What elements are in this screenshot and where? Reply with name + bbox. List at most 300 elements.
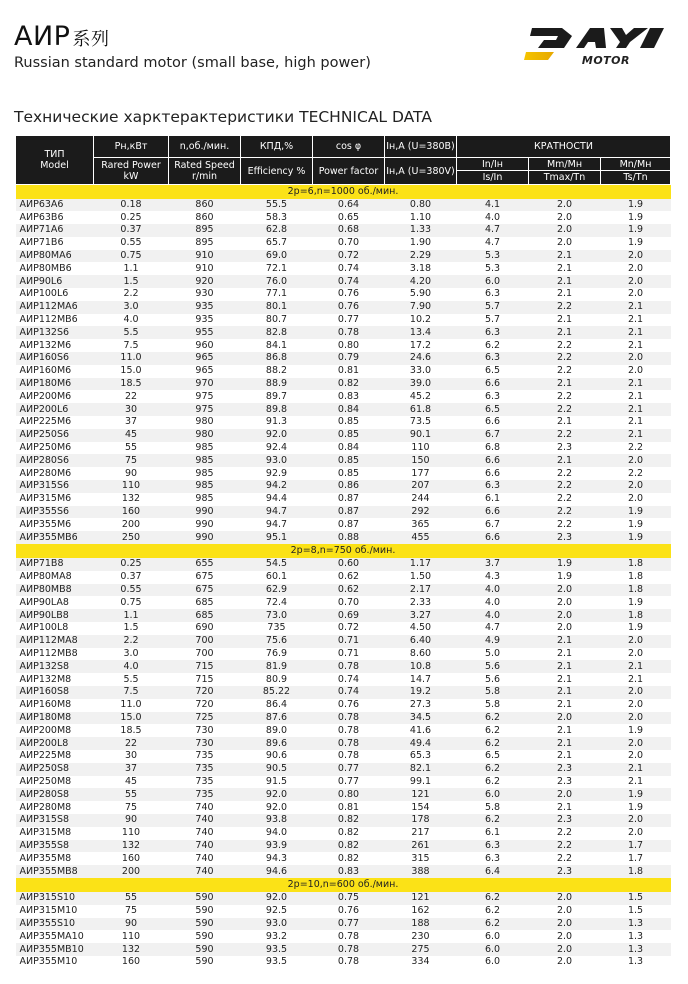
cell-start-current-ratio: 6.0 (457, 943, 529, 956)
cell-speed: 590 (169, 918, 241, 931)
cell-model: АИР355S6 (16, 506, 94, 519)
table-row (16, 584, 671, 597)
cell-efficiency: 94.2 (241, 480, 313, 493)
cell-start-torque-ratio: 2.0 (627, 288, 644, 300)
cell-max-torque-ratio: 2.1 (529, 250, 601, 263)
cell-current: 99.1 (409, 775, 432, 787)
cell-speed: 590 (195, 956, 214, 968)
cell-power-factor: 0.78 (337, 750, 360, 762)
cell-power: 110 (121, 827, 141, 839)
cell-speed: 715 (169, 660, 241, 673)
cell-model: АИР355МВ8 (16, 865, 94, 878)
table-row (16, 648, 671, 661)
cell-model: АИР80МВ8 (16, 584, 94, 597)
cell-power-factor: 0.87 (337, 493, 360, 505)
cell-power-factor: 0.71 (337, 647, 360, 659)
header-speed-en: Rated Speed r/min (169, 158, 241, 185)
cell-start-torque-ratio: 1.9 (601, 788, 671, 801)
cell-max-torque-ratio: 2.2 (556, 493, 573, 505)
cell-start-current-ratio: 6.2 (484, 724, 501, 736)
cell-start-torque-ratio: 1.9 (627, 237, 644, 249)
table-row (16, 673, 671, 686)
cell-efficiency: 62.9 (241, 584, 313, 597)
cell-current: 2.29 (385, 250, 457, 263)
cell-start-current-ratio: 6.3 (457, 480, 529, 493)
cell-power: 15.0 (120, 365, 142, 377)
cell-model: АИР355М8 (19, 852, 72, 864)
header-model-ru: ТИП (44, 149, 65, 160)
cell-power: 37 (124, 416, 138, 428)
cell-max-torque-ratio: 2.2 (556, 365, 573, 377)
table-row (16, 288, 671, 301)
cell-model: АИР355S10 (16, 918, 94, 931)
cell-power-factor: 0.70 (337, 237, 360, 249)
cell-start-torque-ratio: 2.0 (601, 737, 671, 750)
table-row (16, 506, 671, 519)
cell-start-current-ratio: 6.8 (484, 442, 501, 454)
cell-current: 24.6 (385, 352, 457, 365)
cell-start-current-ratio: 4.3 (484, 571, 501, 583)
cell-efficiency: 55.5 (241, 199, 313, 212)
cell-start-torque-ratio: 1.8 (601, 584, 671, 597)
cell-start-torque-ratio: 2.1 (601, 326, 671, 339)
cell-power: 75 (94, 454, 169, 467)
cell-start-torque-ratio: 1.5 (601, 892, 671, 905)
cell-speed: 700 (195, 647, 214, 659)
cell-power-factor: 0.76 (337, 288, 360, 300)
cell-efficiency: 62.8 (241, 224, 313, 237)
cell-power-factor: 0.75 (313, 892, 385, 905)
cell-speed: 980 (195, 416, 214, 428)
cell-current: 121 (385, 788, 457, 801)
cell-power-factor: 0.84 (313, 403, 385, 416)
header-r1-ru: In/Iн (457, 158, 529, 171)
cell-power-factor: 0.76 (337, 699, 360, 711)
cell-power-factor: 0.77 (337, 775, 360, 787)
cell-efficiency: 72.4 (265, 596, 288, 608)
cell-start-torque-ratio: 1.9 (601, 199, 671, 212)
cell-power-factor: 0.78 (337, 930, 360, 942)
cell-efficiency: 81.9 (241, 660, 313, 673)
cell-power-factor: 0.78 (313, 943, 385, 956)
cell-efficiency: 90.6 (265, 750, 288, 762)
cell-current: 1.17 (385, 558, 457, 571)
cell-speed: 730 (169, 737, 241, 750)
cell-max-torque-ratio: 2.1 (556, 647, 573, 659)
cell-efficiency: 88.9 (241, 378, 313, 391)
cell-speed: 985 (169, 454, 241, 467)
cell-start-current-ratio: 5.6 (457, 660, 529, 673)
table-row (16, 467, 671, 480)
cell-current: 4.50 (409, 622, 432, 634)
cell-current: 13.4 (385, 326, 457, 339)
cell-power: 7.5 (94, 686, 169, 699)
cell-start-torque-ratio: 2.1 (601, 429, 671, 442)
cell-speed: 590 (169, 892, 241, 905)
cell-power-factor: 0.74 (337, 673, 360, 685)
header-r2-en: Tmax/Tn (529, 171, 601, 185)
cell-max-torque-ratio: 2.2 (556, 852, 573, 864)
cell-start-torque-ratio: 2.0 (601, 250, 671, 263)
table-row (16, 930, 671, 943)
cell-max-torque-ratio: 2.2 (529, 301, 601, 314)
table-row (16, 429, 671, 442)
cell-model: АИР280М6 (19, 467, 72, 479)
cell-model: АИР80МА6 (16, 250, 94, 263)
cell-model: АИР355МА10 (19, 930, 84, 942)
cell-max-torque-ratio: 2.1 (529, 686, 601, 699)
cell-max-torque-ratio: 2.0 (529, 584, 601, 597)
cell-current: 34.5 (385, 712, 457, 725)
table-row (16, 301, 671, 314)
cell-model: АИР71В6 (19, 237, 64, 249)
cell-model: АИР200L6 (16, 403, 94, 416)
cell-model: АИР315S6 (16, 480, 94, 493)
cell-start-torque-ratio: 1.9 (627, 801, 644, 813)
cell-current: 261 (385, 840, 457, 853)
cell-max-torque-ratio: 2.0 (529, 918, 601, 931)
cell-speed: 990 (195, 518, 214, 530)
section-title: Технические харктерактеристики TECHNICAL DATA (14, 108, 432, 126)
cell-speed: 985 (195, 442, 214, 454)
cell-power: 30 (124, 750, 138, 762)
cell-current: 8.60 (409, 647, 432, 659)
cell-max-torque-ratio: 2.0 (556, 905, 573, 917)
cell-efficiency: 80.1 (241, 301, 313, 314)
cell-start-torque-ratio: 1.9 (601, 506, 671, 519)
cell-power: 90 (94, 814, 169, 827)
cell-speed: 700 (169, 635, 241, 648)
cell-speed: 715 (195, 673, 214, 685)
cell-current: 41.6 (409, 724, 432, 736)
cell-power-factor: 0.88 (313, 531, 385, 544)
cell-max-torque-ratio: 2.2 (556, 390, 573, 402)
cell-current: 6.40 (385, 635, 457, 648)
header-speed-ru: n,об./мин. (169, 136, 241, 158)
cell-model: АИР112МВ8 (19, 647, 78, 659)
header-r3-ru: Mn/Mн (601, 158, 671, 171)
cell-start-current-ratio: 3.7 (457, 558, 529, 571)
cell-max-torque-ratio: 2.2 (556, 518, 573, 530)
header-power-en: Rared Power kW (94, 158, 169, 185)
header-model-en: Model (40, 160, 69, 171)
cell-current: 334 (411, 956, 430, 968)
table-row (16, 211, 671, 224)
cell-speed: 740 (169, 840, 241, 853)
cell-model: АИР100L6 (19, 288, 69, 300)
cell-speed: 590 (195, 930, 214, 942)
table-row (16, 801, 671, 814)
cell-power: 45 (124, 775, 138, 787)
cell-efficiency: 85.22 (241, 686, 313, 699)
cell-speed: 960 (195, 339, 214, 351)
cell-power-factor: 0.79 (313, 352, 385, 365)
cell-power-factor: 0.72 (313, 250, 385, 263)
cell-power: 200 (94, 865, 169, 878)
cell-power-factor: 0.69 (313, 609, 385, 622)
cell-start-current-ratio: 5.3 (457, 250, 529, 263)
cell-model: АИР80МА8 (19, 571, 72, 583)
cell-speed: 735 (195, 750, 214, 762)
cell-max-torque-ratio: 2.3 (556, 442, 573, 454)
table-row (16, 635, 671, 648)
cell-efficiency: 92.0 (265, 801, 288, 813)
cell-start-torque-ratio: 2.1 (627, 673, 644, 685)
cell-start-current-ratio: 6.2 (457, 918, 529, 931)
cell-model: АИР225М8 (19, 750, 72, 762)
cell-model: АИР315S10 (16, 892, 94, 905)
cell-max-torque-ratio: 2.2 (529, 480, 601, 493)
cell-speed: 860 (195, 211, 214, 223)
cell-max-torque-ratio: 2.2 (556, 339, 573, 351)
cell-current: 19.2 (385, 686, 457, 699)
cell-start-current-ratio: 6.5 (484, 750, 501, 762)
cell-power-factor: 0.60 (313, 558, 385, 571)
cell-speed: 985 (195, 467, 214, 479)
cell-start-torque-ratio: 1.9 (627, 211, 644, 223)
cell-start-torque-ratio: 2.0 (601, 635, 671, 648)
cell-start-current-ratio: 6.2 (457, 892, 529, 905)
cell-power-factor: 0.85 (337, 416, 360, 428)
cell-max-torque-ratio: 2.2 (556, 827, 573, 839)
cell-power-factor: 0.80 (337, 339, 360, 351)
header-power-ru: Рн,кВт (94, 136, 169, 158)
cell-start-current-ratio: 5.7 (457, 301, 529, 314)
table-row (16, 378, 671, 391)
cell-start-current-ratio: 4.1 (457, 199, 529, 212)
cell-efficiency: 89.8 (241, 403, 313, 416)
cell-power-factor: 0.82 (313, 814, 385, 827)
cell-model: АИР355S8 (16, 840, 94, 853)
cell-power: 1.1 (123, 262, 139, 274)
cell-power: 0.55 (120, 237, 142, 249)
pole-group-label: 2p=6,n=1000 об./мин. (16, 185, 671, 199)
cell-speed: 655 (169, 558, 241, 571)
cell-start-current-ratio: 6.3 (457, 352, 529, 365)
cell-power: 4.0 (123, 314, 139, 326)
cell-efficiency: 76.9 (265, 647, 288, 659)
cell-power: 250 (94, 531, 169, 544)
table-row (16, 480, 671, 493)
table-row (16, 852, 671, 865)
cell-speed: 730 (195, 724, 214, 736)
cell-start-torque-ratio: 2.0 (627, 827, 644, 839)
pole-group-row (16, 185, 671, 199)
cell-model: АИР160М6 (19, 365, 72, 377)
cell-max-torque-ratio: 2.0 (556, 930, 573, 942)
cell-efficiency: 92.0 (241, 788, 313, 801)
cell-current: 154 (411, 801, 430, 813)
cell-power-factor: 0.68 (313, 224, 385, 237)
cell-start-current-ratio: 4.9 (457, 635, 529, 648)
table-row (16, 262, 671, 275)
cell-power: 0.75 (120, 596, 142, 608)
title-cn-text: 系列 (72, 29, 110, 50)
cell-max-torque-ratio: 2.1 (529, 454, 601, 467)
cell-start-current-ratio: 6.2 (457, 712, 529, 725)
cell-speed: 735 (169, 763, 241, 776)
cell-current: 82.1 (385, 763, 457, 776)
cell-efficiency: 94.4 (265, 493, 288, 505)
cell-power-factor: 0.78 (313, 660, 385, 673)
table-row (16, 493, 671, 506)
cell-start-torque-ratio: 2.1 (601, 763, 671, 776)
cell-current: 365 (411, 518, 430, 530)
cell-model: АИР100L8 (19, 622, 69, 634)
header-current-ru: Iн,A (U=380В) (385, 136, 457, 158)
cell-speed: 895 (195, 237, 214, 249)
cell-power-factor: 0.85 (313, 429, 385, 442)
cell-efficiency: 89.6 (241, 737, 313, 750)
cell-efficiency: 80.9 (265, 673, 288, 685)
cell-efficiency: 94.7 (241, 506, 313, 519)
cell-power: 90 (94, 918, 169, 931)
cell-power: 160 (121, 956, 141, 968)
cell-power-factor: 0.76 (337, 905, 360, 917)
cell-power-factor: 0.74 (313, 686, 385, 699)
cell-power: 0.37 (94, 224, 169, 237)
cell-start-torque-ratio: 2.0 (627, 750, 644, 762)
cell-power: 200 (121, 518, 141, 530)
cell-max-torque-ratio: 2.0 (529, 609, 601, 622)
page-header (14, 22, 674, 82)
cell-start-current-ratio: 6.2 (484, 905, 501, 917)
cell-start-torque-ratio: 1.9 (601, 224, 671, 237)
cell-model: АИР315S8 (16, 814, 94, 827)
cell-max-torque-ratio: 2.1 (556, 673, 573, 685)
cell-power-factor: 0.76 (313, 301, 385, 314)
cell-start-current-ratio: 5.6 (484, 673, 501, 685)
cell-max-torque-ratio: 2.3 (529, 865, 601, 878)
cell-start-current-ratio: 6.2 (457, 763, 529, 776)
cell-model: АИР355МВ10 (16, 943, 94, 956)
cell-model: АИР315М10 (19, 905, 78, 917)
cell-model: АИР112МВ6 (19, 314, 78, 326)
page-subtitle: Russian standard motor (small base, high power) (14, 55, 371, 71)
cell-start-torque-ratio: 1.3 (627, 956, 644, 968)
cell-model: АИР250S6 (16, 429, 94, 442)
cell-current: 244 (411, 493, 430, 505)
cell-power: 30 (94, 403, 169, 416)
cell-model: АИР315М8 (19, 827, 72, 839)
cell-max-torque-ratio: 2.2 (556, 467, 573, 479)
table-row (16, 518, 671, 531)
cell-start-current-ratio: 5.8 (457, 686, 529, 699)
cell-current: 1.33 (385, 224, 457, 237)
cell-current: 3.18 (409, 262, 432, 274)
cell-efficiency: 93.0 (241, 918, 313, 931)
cell-efficiency: 75.6 (241, 635, 313, 648)
cell-speed: 740 (195, 852, 214, 864)
cell-efficiency: 88.2 (265, 365, 288, 377)
title-text: АИР (14, 21, 71, 52)
header-eff-en: Efficiency % (241, 158, 313, 185)
cell-power: 45 (94, 429, 169, 442)
cell-efficiency: 65.7 (265, 237, 288, 249)
cell-start-current-ratio: 6.2 (457, 737, 529, 750)
cell-efficiency: 92.0 (241, 892, 313, 905)
cell-power: 160 (94, 506, 169, 519)
cell-model: АИР180М6 (16, 378, 94, 391)
cell-power: 2.2 (94, 635, 169, 648)
cell-max-torque-ratio: 2.0 (529, 892, 601, 905)
cell-speed: 935 (169, 301, 241, 314)
header-pf-ru: cos φ (313, 136, 385, 158)
cell-power-factor: 0.74 (313, 275, 385, 288)
header-pf-en: Power factor (313, 158, 385, 185)
cell-speed: 910 (195, 262, 214, 274)
cell-current: 315 (411, 852, 430, 864)
cell-start-current-ratio: 5.3 (484, 262, 501, 274)
cell-max-torque-ratio: 2.0 (556, 211, 573, 223)
cell-power-factor: 0.82 (337, 852, 360, 864)
cell-power-factor: 0.74 (337, 262, 360, 274)
cell-model: АИР225М6 (19, 416, 72, 428)
cell-start-torque-ratio: 2.0 (627, 365, 644, 377)
cell-speed: 740 (169, 814, 241, 827)
table-row (16, 454, 671, 467)
cell-power-factor: 0.62 (313, 584, 385, 597)
table-row (16, 892, 671, 905)
table-row (16, 237, 671, 250)
cell-start-current-ratio: 4.0 (484, 596, 501, 608)
cell-efficiency: 86.4 (265, 699, 288, 711)
cell-start-torque-ratio: 2.1 (627, 314, 644, 326)
cell-max-torque-ratio: 1.9 (529, 558, 601, 571)
cell-power-factor: 0.83 (313, 865, 385, 878)
cell-current: 3.27 (385, 609, 457, 622)
table-row (16, 686, 671, 699)
cell-power: 15.0 (94, 712, 169, 725)
cell-efficiency: 94.0 (265, 827, 288, 839)
cell-max-torque-ratio: 2.0 (556, 237, 573, 249)
cell-max-torque-ratio: 1.9 (556, 571, 573, 583)
cell-power: 18.5 (120, 724, 142, 736)
cell-start-torque-ratio: 1.3 (627, 930, 644, 942)
cell-efficiency: 82.8 (241, 326, 313, 339)
cell-speed: 735 (195, 775, 214, 787)
cell-power: 75 (124, 801, 138, 813)
cell-start-torque-ratio: 1.8 (601, 609, 671, 622)
cell-power: 22 (94, 737, 169, 750)
cell-power: 2.2 (123, 288, 139, 300)
cell-power-factor: 0.82 (313, 840, 385, 853)
cell-start-torque-ratio: 1.3 (601, 918, 671, 931)
cell-start-current-ratio: 6.2 (484, 775, 501, 787)
cell-max-torque-ratio: 2.1 (556, 801, 573, 813)
cell-current: 0.80 (385, 199, 457, 212)
table-row (16, 558, 671, 571)
cell-start-torque-ratio: 2.0 (601, 480, 671, 493)
cell-efficiency: 92.5 (265, 905, 288, 917)
cell-start-torque-ratio: 2.0 (627, 699, 644, 711)
cell-max-torque-ratio: 2.1 (556, 699, 573, 711)
cell-max-torque-ratio: 2.2 (529, 403, 601, 416)
cell-power: 5.5 (94, 326, 169, 339)
cell-efficiency: 94.3 (265, 852, 288, 864)
cell-start-current-ratio: 6.5 (457, 403, 529, 416)
cell-start-current-ratio: 5.8 (484, 699, 501, 711)
cell-current: 110 (411, 442, 430, 454)
cell-current: 121 (385, 892, 457, 905)
cell-efficiency: 89.0 (265, 724, 288, 736)
table-row (16, 865, 671, 878)
table-row (16, 763, 671, 776)
cell-efficiency: 76.0 (241, 275, 313, 288)
cell-start-current-ratio: 5.0 (484, 647, 501, 659)
cell-max-torque-ratio: 2.1 (529, 635, 601, 648)
cell-efficiency: 86.8 (241, 352, 313, 365)
